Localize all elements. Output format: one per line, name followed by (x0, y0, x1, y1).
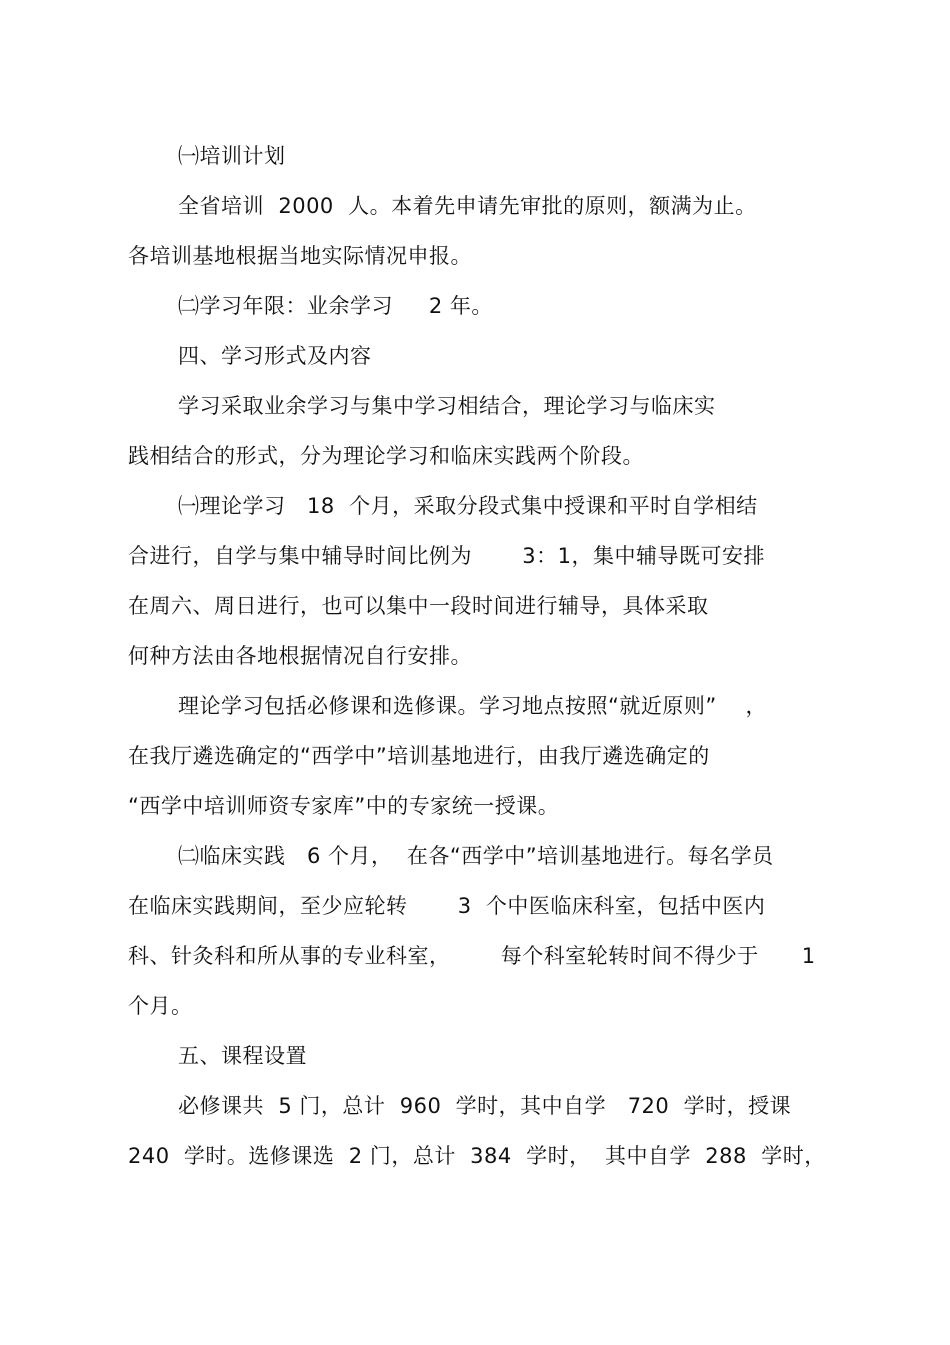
paragraph-line: 在临床实践期间，至少应轮转 3 个中医临床科室，包括中医内 (128, 894, 766, 918)
paragraph-line: ㈡临床实践 6 个月， 在各“西学中”培训基地进行。每名学员 (178, 844, 774, 868)
paragraph-line: 必修课共 5 门，总计 960 学时，其中自学 720 学时，授课 (178, 1094, 792, 1118)
paragraph-line: 践相结合的形式，分为理论学习和临床实践两个阶段。 (128, 444, 644, 468)
paragraph-line: 理论学习包括必修课和选修课。学习地点按照“就近原则” ， (178, 694, 767, 718)
paragraph-line: 240 学时。选修课选 2 门，总计 384 学时， 其中自学 288 学时， (128, 1144, 826, 1168)
section-heading-study-period: ㈡学习年限：业余学习 2 年。 (178, 294, 493, 318)
section-heading-study-form: 四、学习形式及内容 (178, 344, 372, 368)
paragraph-line: 全省培训 2000 人。本着先申请先审批的原则，额满为止。 (178, 194, 757, 218)
paragraph-line: 各培训基地根据当地实际情况申报。 (128, 244, 472, 268)
paragraph-line: 何种方法由各地根据情况自行安排。 (128, 644, 472, 668)
paragraph-line: ㈠理论学习 18 个月，采取分段式集中授课和平时自学相结 (178, 494, 758, 518)
paragraph-line: 在周六、周日进行，也可以集中一段时间进行辅导，具体采取 (128, 594, 709, 618)
paragraph-line: 学习采取业余学习与集中学习相结合，理论学习与临床实 (178, 394, 716, 418)
section-heading-training-plan: ㈠培训计划 (178, 144, 286, 168)
paragraph-line: 科、针灸科和所从事的专业科室， 每个科室轮转时间不得少于 1 (128, 944, 816, 968)
section-heading-course-setup: 五、课程设置 (178, 1044, 307, 1068)
paragraph-line: 在我厅遴选确定的“西学中”培训基地进行，由我厅遴选确定的 (128, 744, 710, 768)
paragraph-line: 个月。 (128, 994, 193, 1018)
paragraph-line: 合进行，自学与集中辅导时间比例为 3：1，集中辅导既可安排 (128, 544, 765, 568)
paragraph-line: “西学中培训师资专家库”中的专家统一授课。 (128, 794, 560, 818)
